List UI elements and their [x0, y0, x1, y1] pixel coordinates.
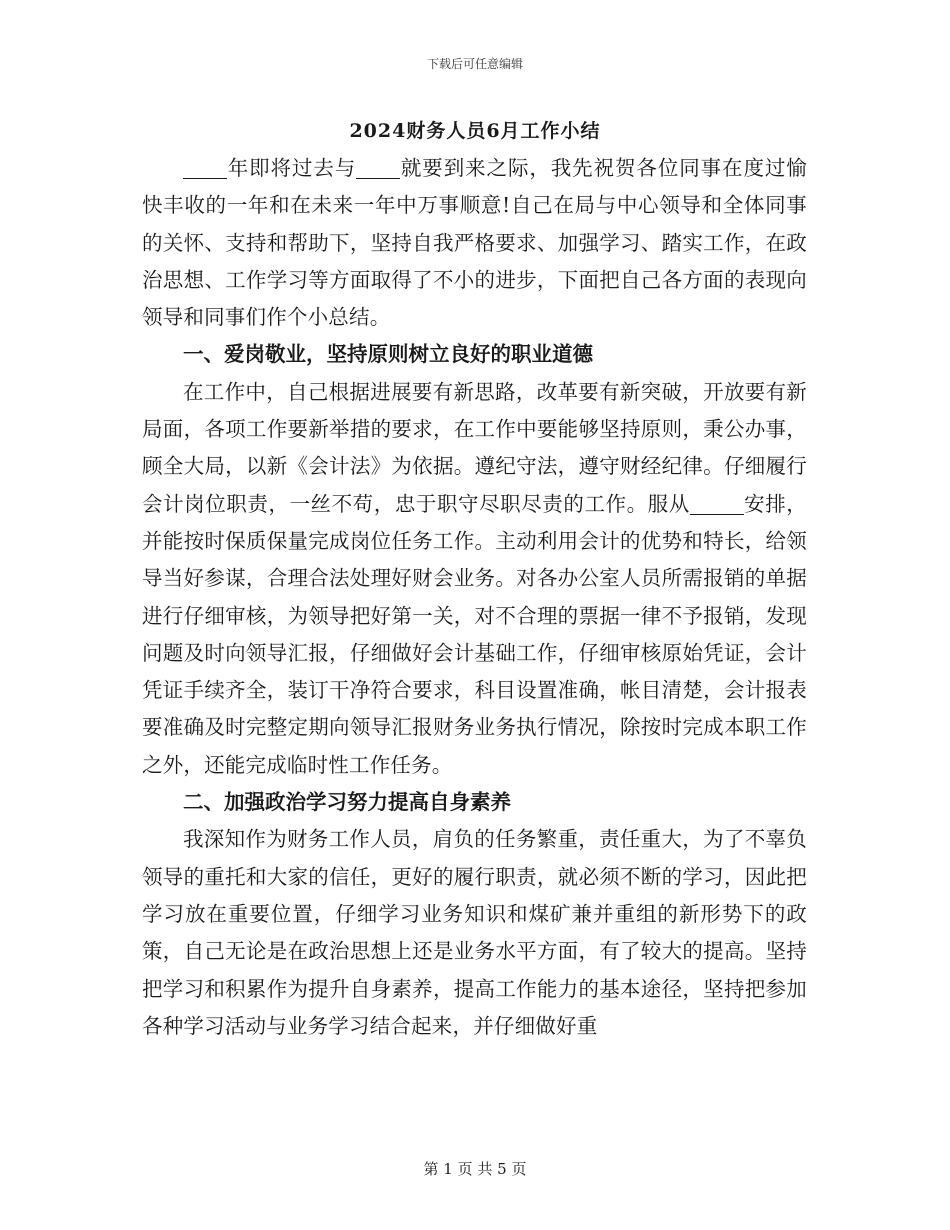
section1-text-part2: 安排，并能按时保质保量完成岗位任务工作。主动利用会计的优势和特长，给领导当好参谋，合理合法处理好财会业务。对各办公室人员所需报销的单据进行仔细审核，为领导把好第一关，对不合理的票据一律不予报销，发现问题及时向领导汇报，仔细做好会计基础工作，仔细审核原始凭证，会计凭证手续齐全，装订干净符合要求，科目设置准确，帐目清楚，会计报表要准确及时完整定期向领导汇报财务业务执行情况，除按时完成本职工作之外，还能完成临时性工作任务。: [142, 491, 807, 777]
section1-paragraph: [142, 374, 807, 784]
document-body: [142, 150, 807, 1045]
intro-paragraph: [142, 150, 807, 336]
document-title: 2024财务人员6月工作小结: [349, 120, 601, 142]
intro-text-part1: 年即将过去与: [227, 156, 357, 180]
fill-blank: [690, 494, 744, 515]
section2-paragraph: 我深知作为财务工作人员，肩负的任务繁重，责任重大，为了不辜负领导的重托和大家的信任，更好的履行职责，就必须不断的学习，因此把学习放在重要位置，仔细学习业务知识和煤矿兼并重组的新形势下的政策，自己无论是在政治思想上还是业务水平方面，有了较大的提高。坚持把学习和积累作为提升自身素养，提高工作能力的基本途径，坚持把参加各种学习活动与业务学习结合起来，并仔细做好重: [142, 827, 807, 1038]
intro-text-part2: 就要到来之际，我先祝贺各位同事在度过愉快丰收的一年和在未来一年中万事顺意!自己在局与中心领导和全体同事的关怀、支持和帮助下，坚持自我严格要求、加强学习、踏实工作，在政治思想、工作学习等方面取得了不小的进步，下面把自己各方面的表现向领导和同事们作个小总结。: [142, 156, 807, 330]
fill-blank: [356, 158, 400, 179]
section1-heading: 一、爱岗敬业，坚持原则树立良好的职业道德: [183, 342, 593, 367]
page-number: 第 1 页 共 5 页: [423, 1160, 527, 1178]
section1-text-part1: 在工作中，自己根据进展要有新思路，改革要有新突破，开放要有新局面，各项工作要新举措的要求，在工作中要能够坚持原则，秉公办事，顾全大局，以新《会计法》为依据。遵纪守法，遵守财经纪律。仔细履行会计岗位职责，一丝不苟，忠于职守尽职尽责的工作。服从: [142, 379, 807, 516]
section2-heading: 二、加强政治学习努力提高自身素养: [183, 790, 511, 815]
page-header-note: 下载后可任意编辑: [426, 57, 523, 71]
fill-blank: [183, 158, 227, 179]
